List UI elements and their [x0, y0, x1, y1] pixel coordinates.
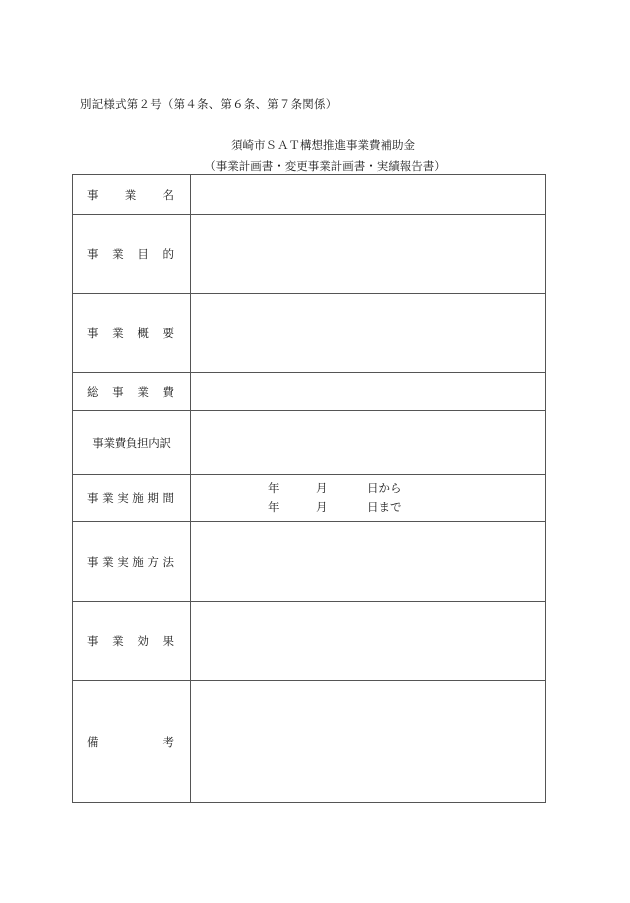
table-row — [73, 475, 546, 522]
value-implementation-method[interactable] — [191, 522, 546, 602]
period-end-line — [191, 498, 545, 517]
table-row — [73, 215, 546, 294]
label-remarks: 備考 — [73, 681, 191, 803]
value-implementation-period[interactable] — [191, 475, 546, 522]
table-row — [73, 602, 546, 681]
table-row — [73, 681, 546, 803]
label-total-cost: 総事業費 — [73, 373, 191, 411]
period-start-day: 日から — [367, 481, 402, 495]
period-start-year: 年 — [268, 481, 280, 495]
label-implementation-period: 事業実施期間 — [73, 475, 191, 522]
period-end-day: 日まで — [367, 500, 402, 514]
table-row — [73, 294, 546, 373]
label-project-purpose: 事業目的 — [73, 215, 191, 294]
value-total-cost[interactable] — [191, 373, 546, 411]
period-end-year: 年 — [268, 500, 280, 514]
value-project-purpose[interactable] — [191, 215, 546, 294]
form-title: 須崎市ＳＡＴ構想推進事業費補助金 — [231, 138, 415, 152]
form-subtitle: （事業計画書・変更事業計画書・実績報告書） — [204, 159, 446, 173]
label-project-overview: 事業概要 — [73, 294, 191, 373]
table-row — [73, 175, 546, 215]
period-start-line — [191, 479, 545, 498]
period-start-month: 月 — [316, 481, 328, 495]
value-cost-breakdown[interactable] — [191, 411, 546, 475]
label-project-effect: 事業効果 — [73, 602, 191, 681]
table-row — [73, 373, 546, 411]
table-row — [73, 411, 546, 475]
application-form-table — [72, 174, 546, 803]
value-project-effect[interactable] — [191, 602, 546, 681]
label-project-name: 事業名 — [73, 175, 191, 215]
period-end-month: 月 — [316, 500, 328, 514]
table-row — [73, 522, 546, 602]
value-project-overview[interactable] — [191, 294, 546, 373]
value-project-name[interactable] — [191, 175, 546, 215]
value-remarks[interactable] — [191, 681, 546, 803]
form-reference: 別記様式第２号（第４条、第６条、第７条関係） — [80, 97, 338, 111]
label-cost-breakdown: 事業費負担内訳 — [73, 411, 191, 475]
label-implementation-method: 事業実施方法 — [73, 522, 191, 602]
